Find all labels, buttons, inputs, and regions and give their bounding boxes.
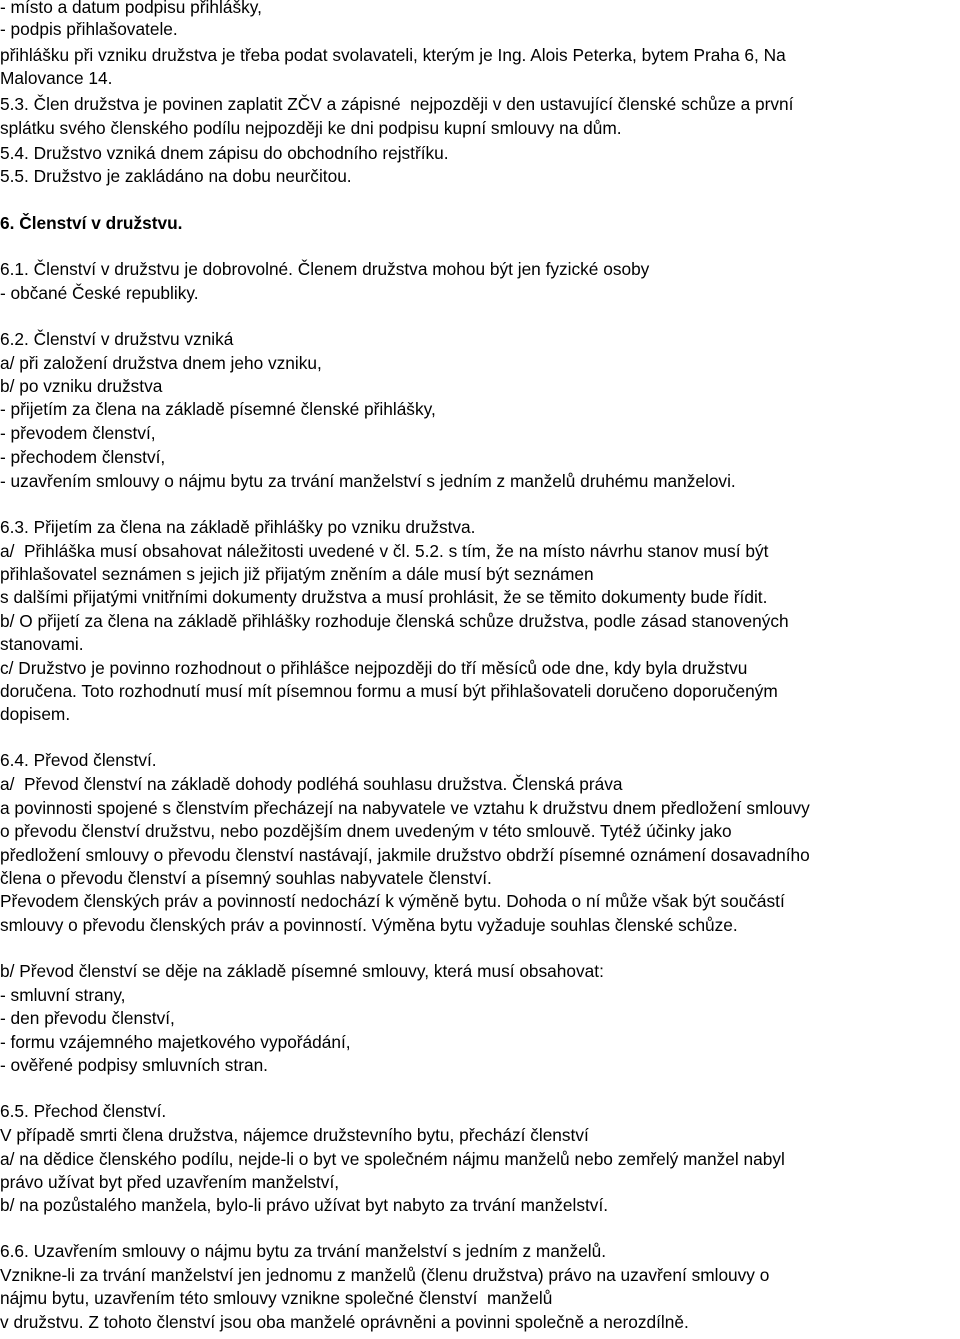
paragraph-line: splátku svého členského podílu nejpozději ke dni podpisu kupní smlouvy na dům. (0, 118, 622, 138)
list-item: - uzavřením smlouvy o nájmu bytu za trvání manželství s jedním z manželů druhému manželovi. (0, 471, 736, 491)
paragraph-line: - občané České republiky. (0, 283, 199, 303)
paragraph-line: smlouvy o převodu členských práv a povinností. Výměna bytu vyžaduje souhlas členské schůze. (0, 915, 738, 935)
paragraph-line: 6.2. Členství v družstvu vzniká (0, 329, 234, 349)
paragraph-line: v družstvu. Z tohoto členství jsou oba manželé oprávněni a povinni společně a nerozdílně. (0, 1312, 689, 1332)
paragraph-line: Převodem členských práv a povinností nedochází k výměně bytu. Dohoda o ní může však být součástí (0, 891, 785, 911)
paragraph-line: b/ O přijetí za člena na základě přihlášky rozhoduje členská schůze družstva, podle zásad stanovených (0, 611, 789, 631)
paragraph-line: V případě smrti člena družstva, nájemce družstevního bytu, přechází členství (0, 1125, 589, 1145)
paragraph-line: o převodu členství družstvu, nebo pozdějším dnem uvedeným v této smlouvě. Tytéž účinky jako (0, 821, 732, 841)
paragraph-line: předložení smlouvy o převodu členství nastávají, jakmile družstvo obdrží písemné oznámení dosavadního (0, 845, 810, 865)
paragraph-line: 5.4. Družstvo vzniká dnem zápisu do obchodního rejstříku. (0, 143, 449, 163)
paragraph-line: doručena. Toto rozhodnutí musí mít písemnou formu a musí být přihlašovateli doručeno doporučeným (0, 681, 778, 701)
list-item: - smluvní strany, (0, 985, 126, 1005)
paragraph-line: člena o převodu členství a písemný souhlas nabyvatele členství. (0, 868, 492, 888)
paragraph-line: nájmu bytu, uzavřením této smlouvy vznikne společné členství manželů (0, 1288, 553, 1308)
paragraph-line: 6.6. Uzavřením smlouvy o nájmu bytu za trvání manželství s jedním z manželů. (0, 1241, 607, 1261)
paragraph-line: 6.3. Přijetím za člena na základě přihlášky po vzniku družstva. (0, 517, 476, 537)
list-item: - formu vzájemného majetkového vypořádání, (0, 1032, 351, 1052)
paragraph-line: dopisem. (0, 704, 71, 724)
list-item: - ověřené podpisy smluvních stran. (0, 1055, 268, 1075)
list-item: - podpis přihlašovatele. (0, 19, 178, 39)
paragraph-line: s dalšími přijatými vnitřními dokumenty družstva a musí prohlásit, že se těmito dokumenty bude řídit. (0, 587, 768, 607)
paragraph-line: 6.5. Přechod členství. (0, 1101, 167, 1121)
list-item: - přijetím za člena na základě písemné členské přihlášky, (0, 399, 436, 419)
paragraph-line: a povinnosti spojené s členstvím přecházejí na nabyvatele ve vztahu k družstvu dnem předložení smlouvy (0, 798, 810, 818)
section-heading: 6. Členství v družstvu. (0, 213, 183, 233)
paragraph-line: 5.3. Člen družstva je povinen zaplatit ZČV a zápisné nejpozději v den ustavující členské schůze a první (0, 94, 794, 114)
paragraph-line: 5.5. Družstvo je zakládáno na dobu neurčitou. (0, 166, 352, 186)
paragraph-line: a/ Převod členství na základě dohody podléhá souhlasu družstva. Členská práva (0, 774, 623, 794)
paragraph-line: b/ Převod členství se děje na základě písemné smlouvy, která musí obsahovat: (0, 961, 604, 981)
list-item: b/ po vzniku družstva (0, 376, 163, 396)
paragraph-line: c/ Družstvo je povinno rozhodnout o přihlášce nejpozději do tří měsíců ode dne, kdy byla družstvu (0, 658, 748, 678)
paragraph-line: Vznikne-li za trvání manželství jen jednomu z manželů (členu družstva) právo na uzavření smlouvy o (0, 1265, 770, 1285)
paragraph-line: stanovami. (0, 634, 84, 654)
list-item: - přechodem členství, (0, 447, 166, 467)
paragraph-line: přihlášku při vzniku družstva je třeba podat svolavateli, kterým je Ing. Alois Peterka, bytem Praha 6, Na (0, 45, 786, 65)
list-item: - den převodu členství, (0, 1008, 175, 1028)
paragraph-line: 6.1. Členství v družstvu je dobrovolné. Členem družstva mohou být jen fyzické osoby (0, 259, 650, 279)
paragraph-line: přihlašovatel seznámen s jejich již přijatým zněním a dále musí být seznámen (0, 564, 594, 584)
paragraph-line: právo užívat byt před uzavřením manželství, (0, 1172, 340, 1192)
paragraph-line: 6.4. Převod členství. (0, 750, 157, 770)
list-item: - převodem členství, (0, 423, 156, 443)
paragraph-line: Malovance 14. (0, 68, 113, 88)
list-item: - místo a datum podpisu přihlášky, (0, 0, 262, 17)
paragraph-line: a/ na dědice členského podílu, nejde-li o byt ve společném nájmu manželů nebo zemřelý manžel nabyl (0, 1149, 785, 1169)
paragraph-line: b/ na pozůstalého manžela, bylo-li právo užívat byt nabyto za trvání manželství. (0, 1195, 609, 1215)
paragraph-line: a/ Přihláška musí obsahovat náležitosti uvedené v čl. 5.2. s tím, že na místo návrhu stanov musí být (0, 541, 769, 561)
list-item: a/ při založení družstva dnem jeho vzniku, (0, 353, 322, 373)
